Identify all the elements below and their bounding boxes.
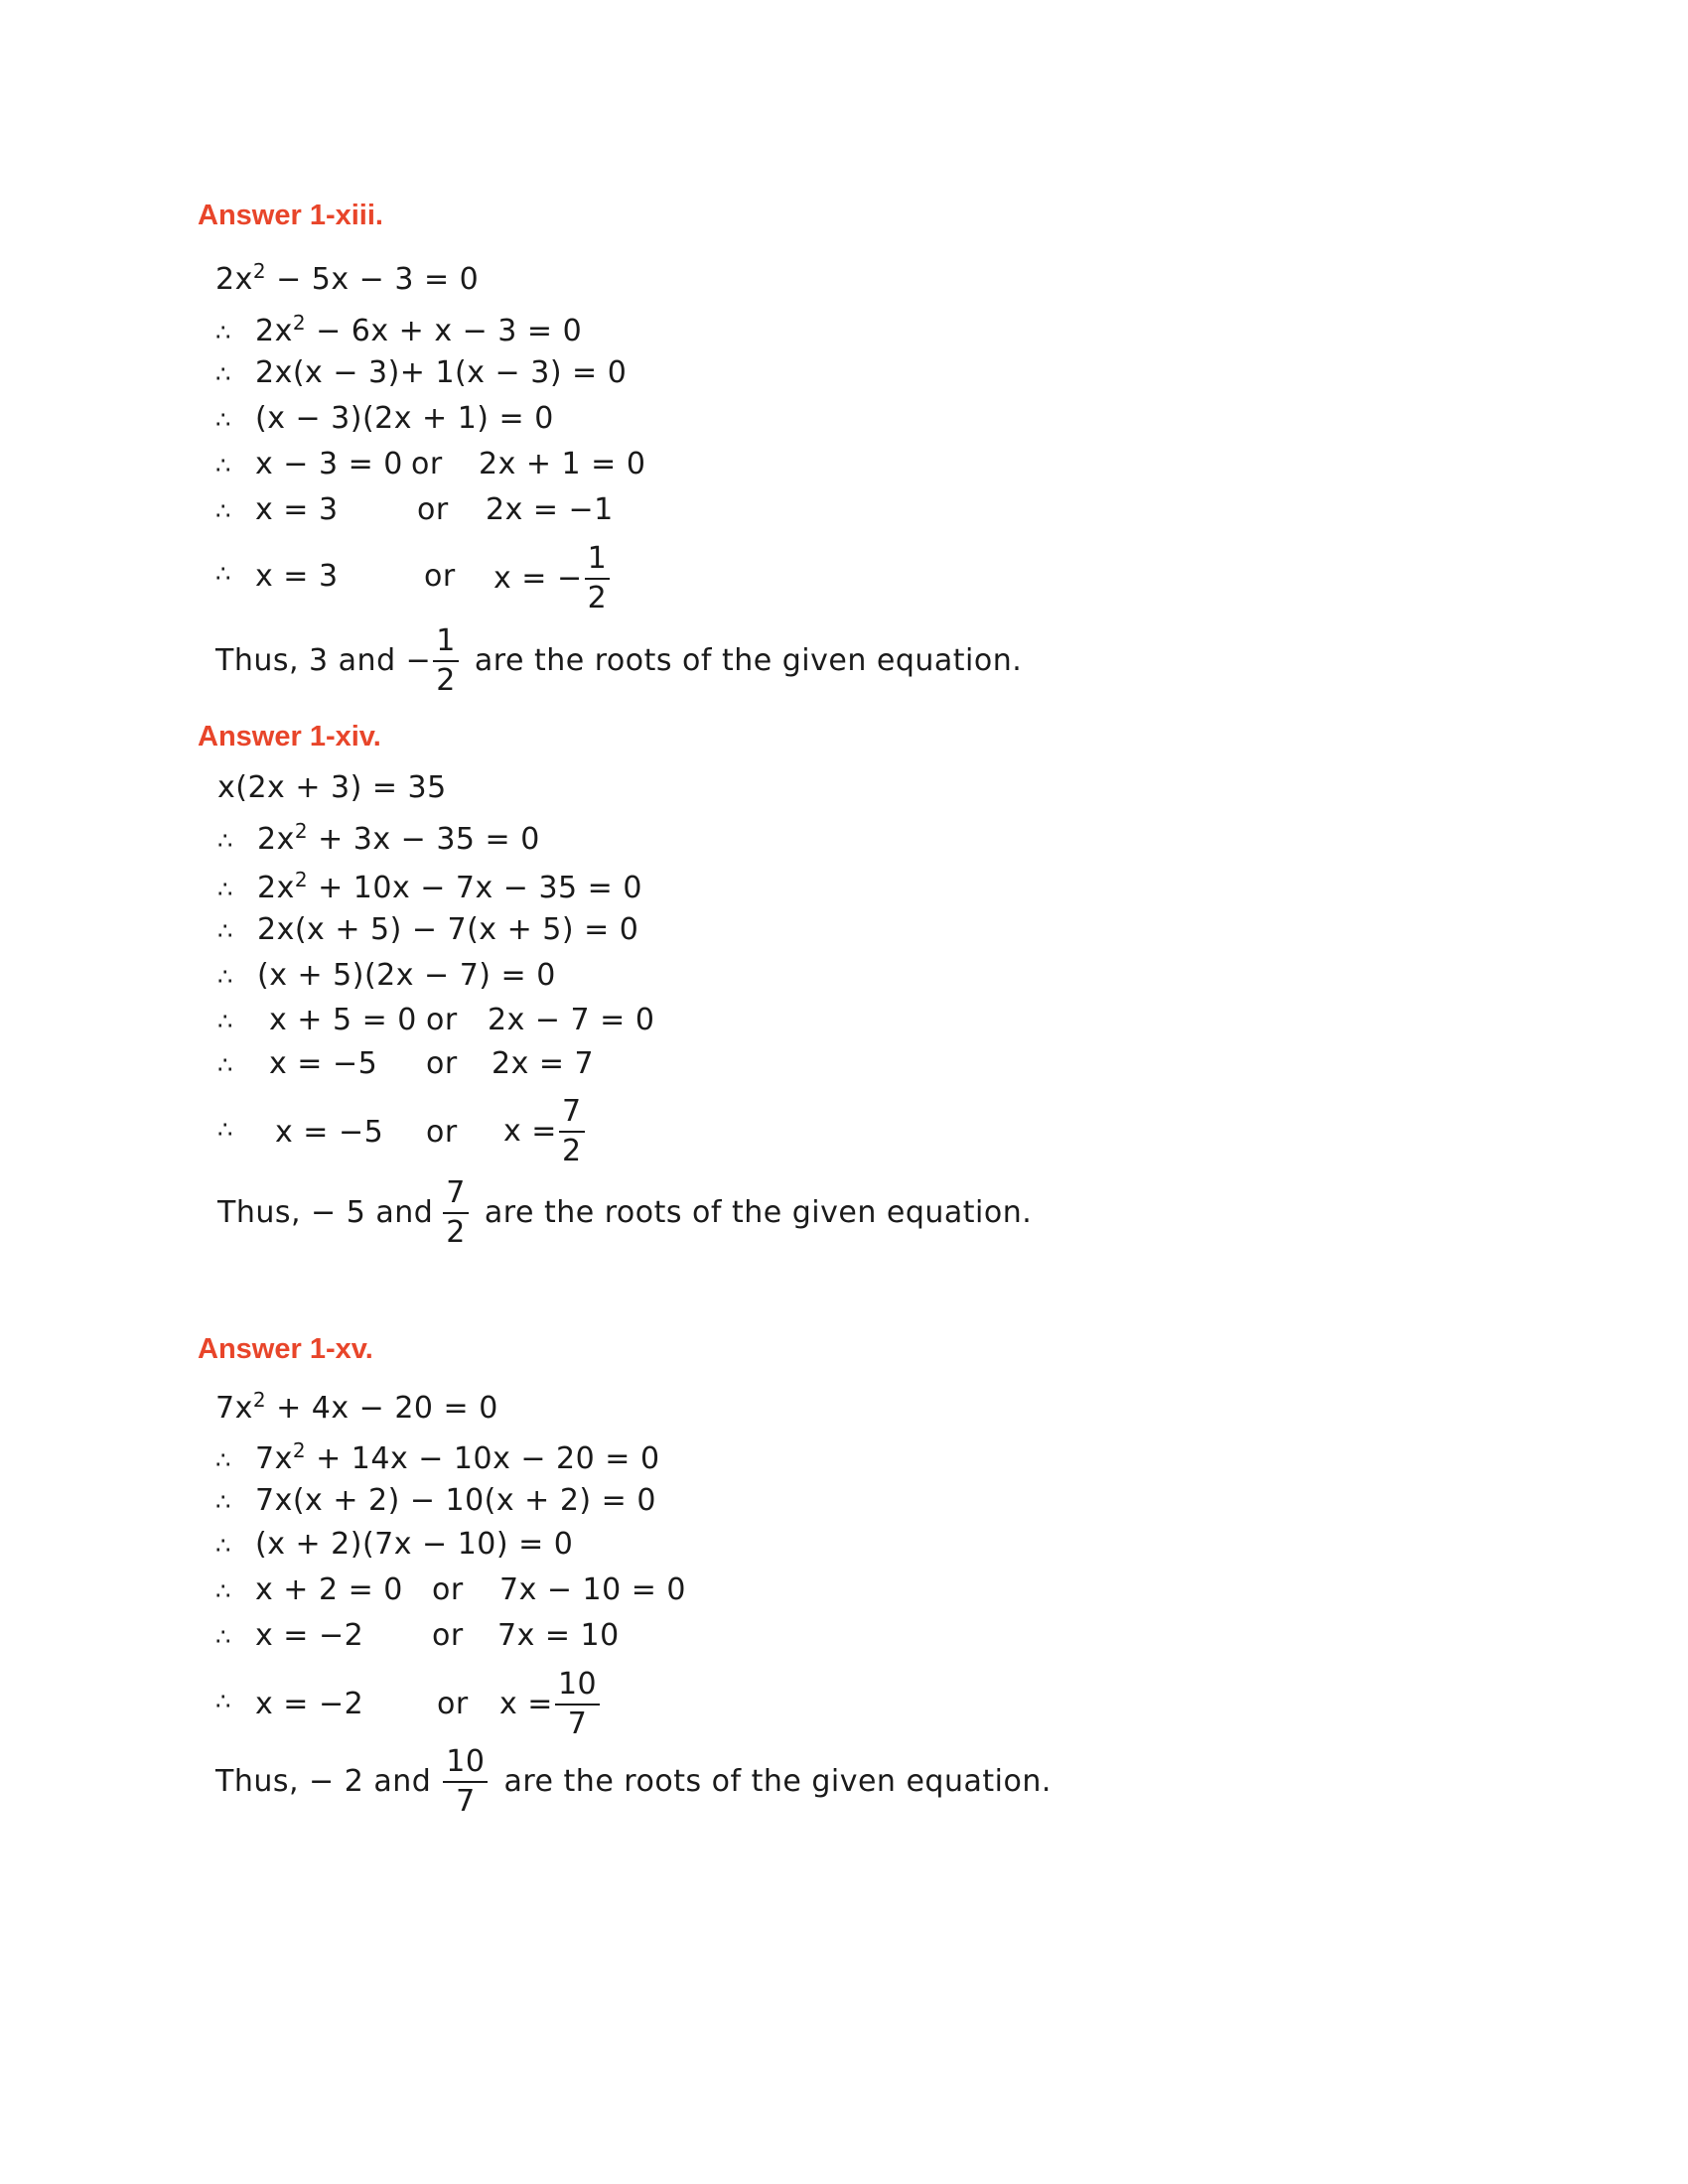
- conclusion-1-xiv: Thus, − 5 and $\frac{7}{2}$ are the roots of the given equation.: [217, 1175, 1033, 1250]
- step-1-xv-3: ∴ (x + 2)(7x − 10) = 0: [215, 1527, 574, 1562]
- step-1-xiii-5: ∴ x = 3 or 2x = −1: [215, 492, 614, 527]
- equation-1-xiv: x(2x + 3) = 35: [217, 770, 447, 805]
- therefore-symbol: ∴: [215, 497, 231, 525]
- step-1-xiv-3: ∴ 2x(x + 5) − 7(x + 5) = 0: [217, 912, 639, 947]
- fraction: $\frac{1}{2}$: [585, 544, 611, 614]
- therefore-symbol: ∴: [215, 1532, 231, 1560]
- therefore-symbol: ∴: [217, 1008, 233, 1035]
- step-1-xiv-4: ∴ (x + 5)(2x − 7) = 0: [217, 958, 556, 993]
- step-1-xiii-4: ∴ x − 3 = 0 or 2x + 1 = 0: [215, 447, 646, 481]
- equation-1-xiii: $2x^2 - 5x - 3 = 0$: [215, 259, 480, 297]
- therefore-symbol: ∴: [215, 452, 231, 479]
- step-1-xiv-6: ∴ x = −5 or 2x = 7: [217, 1046, 595, 1081]
- fraction: $\frac{7}{2}$: [443, 1178, 469, 1248]
- therefore-symbol: ∴: [215, 1577, 231, 1605]
- therefore-symbol: ∴: [217, 876, 233, 903]
- therefore-symbol: ∴: [215, 1623, 231, 1651]
- fraction: $\frac{7}{2}$: [559, 1097, 585, 1166]
- conclusion-1-xiii: Thus, 3 and − $\frac{1}{2}$ are the roots of the given equation.: [215, 623, 1023, 698]
- heading-1-xv: Answer 1-xv.: [198, 1333, 373, 1365]
- fraction: $\frac{10}{7}$: [555, 1670, 600, 1739]
- fraction: $\frac{1}{2}$: [433, 626, 459, 696]
- step-1-xiv-2: ∴ $2x^2 + 10x - 7x - 35 = 0$: [217, 868, 642, 905]
- heading-1-xiv: Answer 1-xiv.: [198, 721, 381, 752]
- step-1-xv-2: ∴ 7x(x + 2) − 10(x + 2) = 0: [215, 1483, 656, 1518]
- therefore-symbol: ∴: [215, 560, 231, 588]
- step-1-xiii-1: ∴ $2x^2 - 6x + x - 3 = 0$: [215, 311, 583, 348]
- step-1-xiv-7: ∴ x = −5 or x = $\frac{7}{2}$: [217, 1096, 714, 1167]
- step-1-xv-1: ∴ $7x^2 + 14x - 10x - 20 = 0$: [215, 1438, 660, 1476]
- step-1-xiii-3: ∴ (x − 3)(2x + 1) = 0: [215, 401, 554, 436]
- heading-1-xiii: Answer 1-xiii.: [198, 200, 383, 231]
- conclusion-1-xv: Thus, − 2 and $\frac{10}{7}$ are the roots of the given equation.: [215, 1744, 1052, 1819]
- therefore-symbol: ∴: [217, 963, 233, 991]
- fraction: $\frac{10}{7}$: [443, 1747, 488, 1817]
- therefore-symbol: ∴: [217, 917, 233, 945]
- therefore-symbol: ∴: [215, 1446, 231, 1474]
- equation-1-xv: $7x^2 + 4x - 20 = 0$: [215, 1388, 498, 1426]
- step-1-xiv-1: ∴ $2x^2 + 3x - 35 = 0$: [217, 819, 540, 857]
- therefore-symbol: ∴: [217, 827, 233, 855]
- step-1-xiii-6: ∴ x = 3 or x = − $\frac{1}{2}$: [215, 544, 712, 614]
- step-1-xv-6: ∴ x = −2 or x = $\frac{10}{7}$: [215, 1668, 712, 1741]
- therefore-symbol: ∴: [215, 360, 231, 388]
- step-1-xv-4: ∴ x + 2 = 0 or 7x − 10 = 0: [215, 1572, 687, 1607]
- step-1-xv-5: ∴ x = −2 or 7x = 10: [215, 1618, 620, 1653]
- step-1-xiv-5: ∴ x + 5 = 0 or 2x − 7 = 0: [217, 1003, 655, 1037]
- therefore-symbol: ∴: [215, 1488, 231, 1516]
- therefore-symbol: ∴: [215, 406, 231, 434]
- step-1-xiii-2: ∴ 2x(x − 3)+ 1(x − 3) = 0: [215, 355, 628, 390]
- therefore-symbol: ∴: [217, 1116, 233, 1144]
- therefore-symbol: ∴: [215, 319, 231, 346]
- therefore-symbol: ∴: [217, 1051, 233, 1079]
- therefore-symbol: ∴: [215, 1688, 231, 1715]
